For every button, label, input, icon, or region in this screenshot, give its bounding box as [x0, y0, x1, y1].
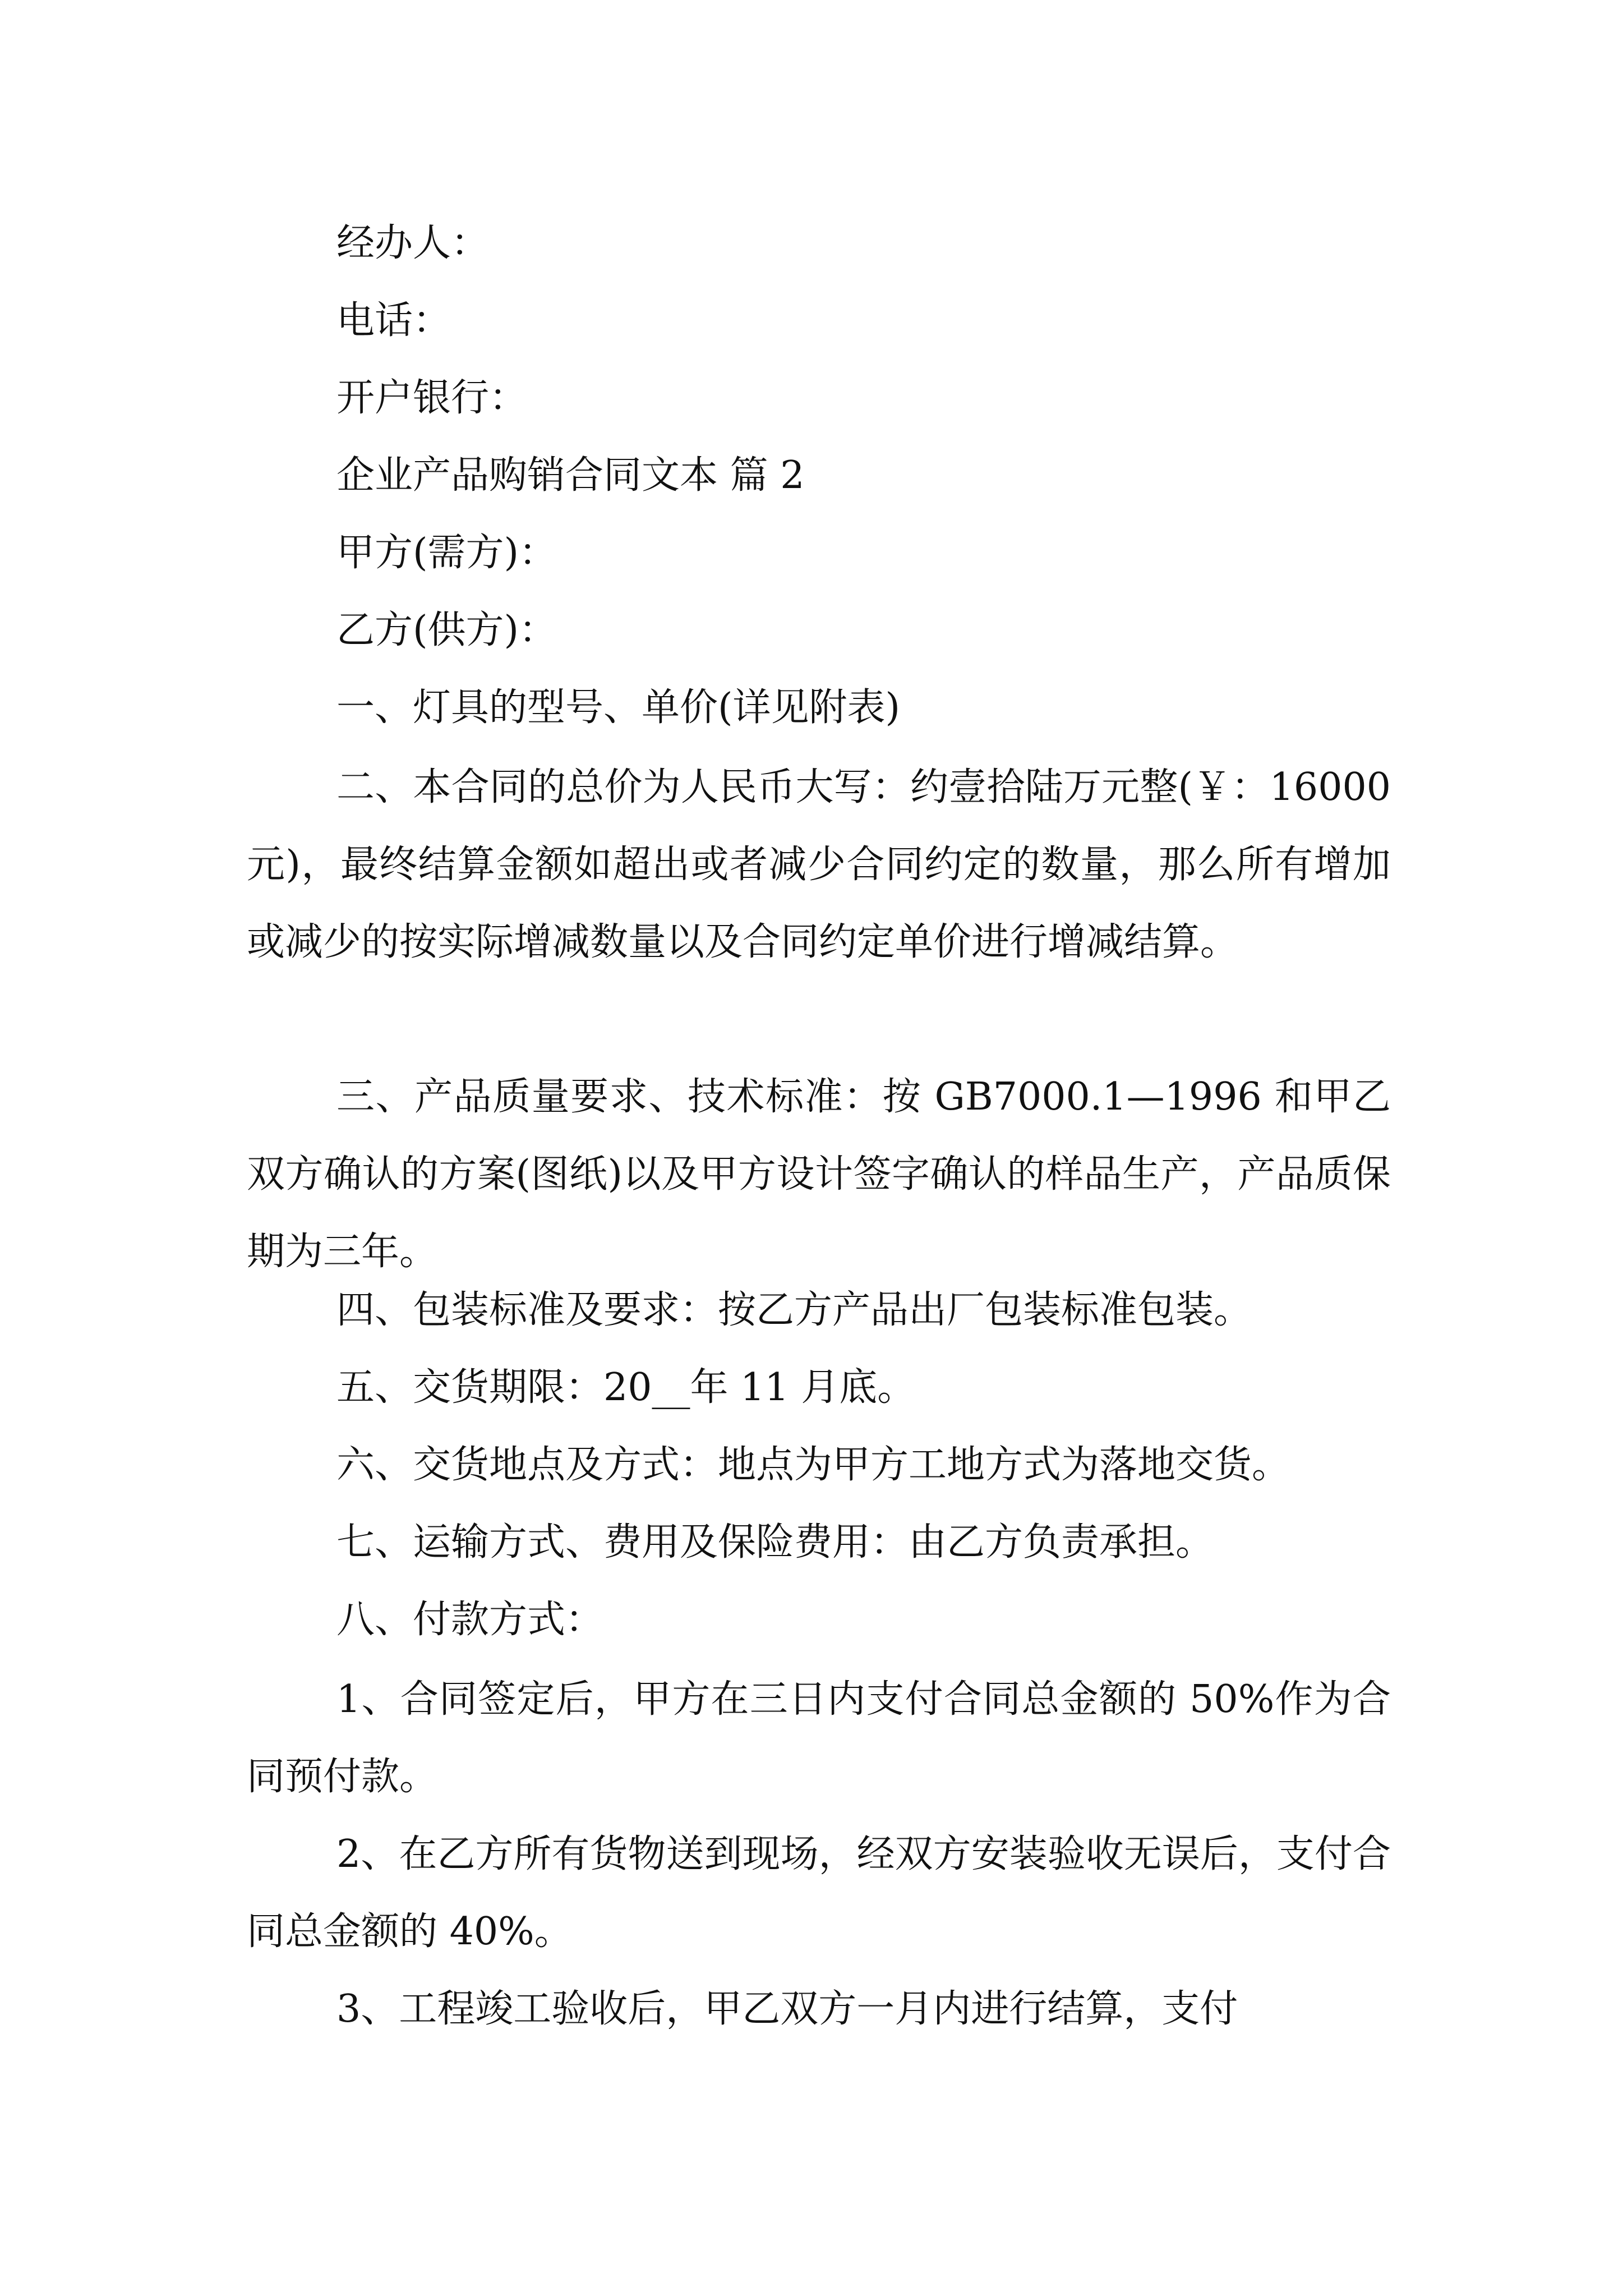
clause-1: 一、灯具的型号、单价(详见附表): [336, 685, 901, 730]
clause-4: 四、包装标准及要求：按乙方产品出厂包装标准包装。: [336, 1288, 1252, 1332]
bank-line: 开户银行：: [336, 376, 528, 420]
party-b-line: 乙方(供方)：: [336, 608, 557, 652]
clause-6: 六、交货地点及方式：地点为甲方工地方式为落地交货。: [336, 1443, 1290, 1487]
clause-3-paragraph: 三、产品质量要求、技术标准：按 GB7000.1—1996 和甲乙双方确认的方案(图纸)以及甲方设计签字确认的样品生产，产品质保期为三年。: [247, 1075, 1391, 1274]
clause-8: 八、付款方式：: [336, 1598, 604, 1642]
phone-line: 电话：: [336, 298, 451, 343]
payment-item-3: 3、工程竣工验收后，甲乙双方一月内进行结算，支付: [336, 1987, 1238, 2031]
clause-7: 七、运输方式、费用及保险费用：由乙方负责承担。: [336, 1520, 1214, 1565]
handler-line: 经办人：: [336, 221, 490, 265]
payment-item-2: 2、在乙方所有货物送到现场，经双方安装验收无误后，支付合同总金额的 40%。: [247, 1832, 1391, 1954]
clause-2-paragraph: 二、本合同的总价为人民币大写：约壹拾陆万元整(￥：16000 元)，最终结算金额如超出或者减少合同约定的数量，那么所有增加或减少的按实际增减数量以及合同约定单价进行增减结算。: [247, 765, 1391, 964]
clause-5: 五、交货期限：20__年 11 月底。: [336, 1365, 916, 1410]
party-a-line: 甲方(需方)：: [336, 531, 557, 575]
section-title: 企业产品购销合同文本 篇 2: [336, 453, 805, 498]
payment-item-1: 1、合同签定后，甲方在三日内支付合同总金额的 50%作为合同预付款。: [247, 1677, 1391, 1799]
